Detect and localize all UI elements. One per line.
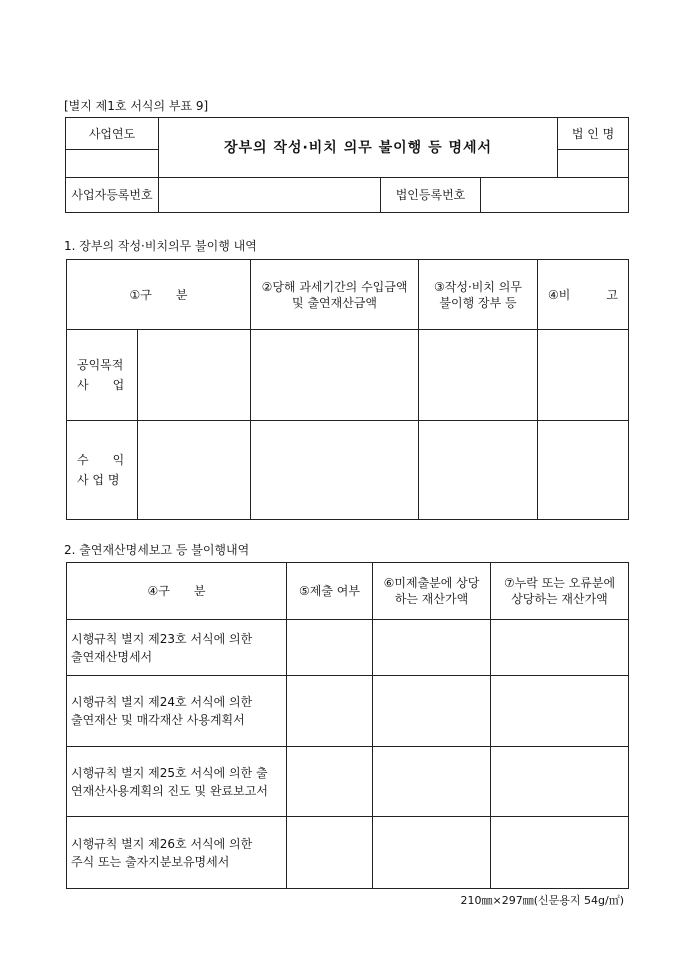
s2-cell[interactable]	[287, 817, 373, 889]
s2-row-form24: 시행규칙 별지 제24호 서식에 의한 출연재산 및 매각재산 사용계획서	[67, 676, 287, 747]
s2-col-omission-value: ⑦누락 또는 오류분에 상당하는 재산가액	[491, 563, 629, 620]
biz-reg-no-label: 사업자등록번호	[66, 178, 159, 213]
s1-cell[interactable]	[538, 330, 629, 421]
s2-cell[interactable]	[287, 620, 373, 676]
s1-col-books: ③작성·비치 의무 불이행 장부 등	[419, 260, 538, 330]
s2-col-submitted: ⑤제출 여부	[287, 563, 373, 620]
form-reference: [별지 제1호 서식의 부표 9]	[64, 99, 209, 113]
s1-cell[interactable]	[138, 330, 251, 421]
s2-cell[interactable]	[491, 676, 629, 747]
paper-spec-footer: 210㎜×297㎜(신문용지 54g/㎡)	[460, 894, 624, 907]
biz-reg-no-field[interactable]	[159, 178, 381, 213]
corp-reg-no-label: 법인등록번호	[381, 178, 481, 213]
s1-cell[interactable]	[419, 421, 538, 520]
s2-cell[interactable]	[373, 676, 491, 747]
s2-cell[interactable]	[287, 676, 373, 747]
s1-cell[interactable]	[251, 330, 419, 421]
s2-col-unsubmitted-value: ⑥미제출분에 상당 하는 재산가액	[373, 563, 491, 620]
section1-heading: 1. 장부의 작성·비치의무 불이행 내역	[64, 239, 257, 253]
s1-cell[interactable]	[251, 421, 419, 520]
s2-cell[interactable]	[373, 747, 491, 817]
section2-heading: 2. 출연재산명세보고 등 불이행내역	[64, 543, 250, 557]
s1-col-category: ①구 분	[67, 260, 251, 330]
s2-cell[interactable]	[373, 620, 491, 676]
s1-row-profit-business: 수 익 사 업 명	[67, 421, 138, 520]
s2-cell[interactable]	[491, 747, 629, 817]
page-title: 장부의 작성·비치 의무 불이행 등 명세서	[159, 118, 558, 178]
s2-col-category: ④구 분	[67, 563, 287, 620]
s1-cell[interactable]	[138, 421, 251, 520]
s2-row-form25: 시행규칙 별지 제25호 서식에 의한 출 연재산사용계획의 진도 및 완료보고서	[67, 747, 287, 817]
section1-table	[66, 259, 629, 520]
section2-table	[66, 562, 629, 889]
header-table	[65, 117, 629, 213]
s2-cell[interactable]	[373, 817, 491, 889]
s1-col-revenue: ②당해 과세기간의 수입금액 및 출연재산금액	[251, 260, 419, 330]
corp-name-field[interactable]	[558, 150, 629, 178]
s2-cell[interactable]	[287, 747, 373, 817]
corp-name-label: 법 인 명	[558, 118, 629, 150]
s2-row-form26: 시행규칙 별지 제26호 서식에 의한 주식 또는 출자지분보유명세서	[67, 817, 287, 889]
s2-row-form23: 시행규칙 별지 제23호 서식에 의한 출연재산명세서	[67, 620, 287, 676]
corp-reg-no-field[interactable]	[481, 178, 629, 213]
s2-cell[interactable]	[491, 817, 629, 889]
business-year-label: 사업연도	[66, 118, 159, 150]
business-year-field[interactable]	[66, 150, 159, 178]
s1-cell[interactable]	[538, 421, 629, 520]
s1-row-public-purpose: 공익목적 사 업	[67, 330, 138, 421]
s2-cell[interactable]	[491, 620, 629, 676]
s1-cell[interactable]	[419, 330, 538, 421]
s1-col-remarks: ④비 고	[538, 260, 629, 330]
